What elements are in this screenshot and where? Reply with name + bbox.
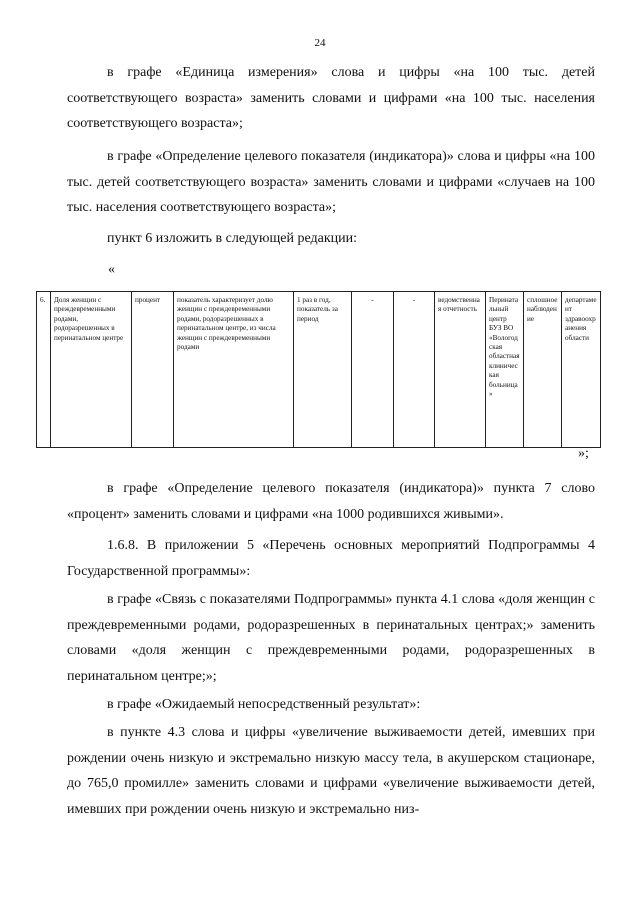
cell-source-type: ведомственная отчетность bbox=[435, 292, 486, 448]
cell-frequency: 1 раз в год, показатель за период bbox=[294, 292, 352, 448]
paragraph-indicator-definition: в графе «Определение целевого показателя (индикатора)» слова и цифры «на 100 тыс. детей соответствующего возраста» заменить словами и цифрами «случаев на 100 тыс. населения соответствующего возраста»; bbox=[67, 149, 595, 215]
open-quote: « bbox=[108, 262, 115, 277]
cell-unit: процент bbox=[132, 292, 174, 448]
cell-dash-1: - bbox=[352, 292, 394, 448]
paragraph-item-7: в графе «Определение целевого показателя (индикатора)» пункта 7 слово «процент» заменить словами и цифрами «на 1000 родившихся живыми». bbox=[67, 481, 595, 522]
close-quote: »; bbox=[578, 446, 589, 461]
page-number: 24 bbox=[314, 37, 326, 49]
paragraph-expected-result: в графе «Ожидаемый непосредственный результат»: bbox=[107, 697, 421, 712]
paragraph-appendix-5: 1.6.8. В приложении 5 «Перечень основных мероприятий Подпрограммы 4 Государственной программы»: bbox=[67, 538, 595, 579]
cell-row-number: 6. bbox=[37, 292, 51, 448]
indicator-table bbox=[36, 291, 601, 448]
paragraph-unit-of-measure: в графе «Единица измерения» слова и цифры «на 100 тыс. детей соответствующего возраста» заменить словами и цифрами «на 100 тыс. населения соответствующего возраста»; bbox=[67, 65, 595, 131]
cell-indicator-name: Доля женщин с преждевременными родами, родоразрешенных в перинатальном центре bbox=[51, 292, 132, 448]
paragraph-item-4-3: в пункте 4.3 слова и цифры «увеличение выживаемости детей, имевших при рождении очень низкую и экстремально низкую массу тела, в акушерском стационаре, до 765,0 промилле» заменить словами и цифрами «увеличение выживаемости детей, имевших при рождении очень низкую и экстремально низ- bbox=[67, 725, 595, 817]
cell-observation: сплошное наблюдение bbox=[524, 292, 562, 448]
cell-responsible: департамент здравоохранения области bbox=[562, 292, 601, 448]
table-row bbox=[37, 292, 601, 448]
paragraph-item-6-intro: пункт 6 изложить в следующей редакции: bbox=[107, 231, 357, 246]
cell-source-org: Перинатальный центр БУЗ ВО «Вологодская областная клиническая больница» bbox=[486, 292, 524, 448]
cell-definition: показатель характеризует долю женщин с преждевременными родами, родоразрешенных в перинатальном центре, из числа женщин с преждевременными родами bbox=[174, 292, 294, 448]
cell-dash-2: - bbox=[394, 292, 435, 448]
paragraph-link-to-indicators: в графе «Связь с показателями Подпрограммы» пункта 4.1 слова «доля женщин с преждевременными родами, родоразрешенных в перинатальных центрах;» заменить словами «доля женщин с преждевременными родами, родоразрешенных в перинатальном центре;»; bbox=[67, 592, 595, 684]
